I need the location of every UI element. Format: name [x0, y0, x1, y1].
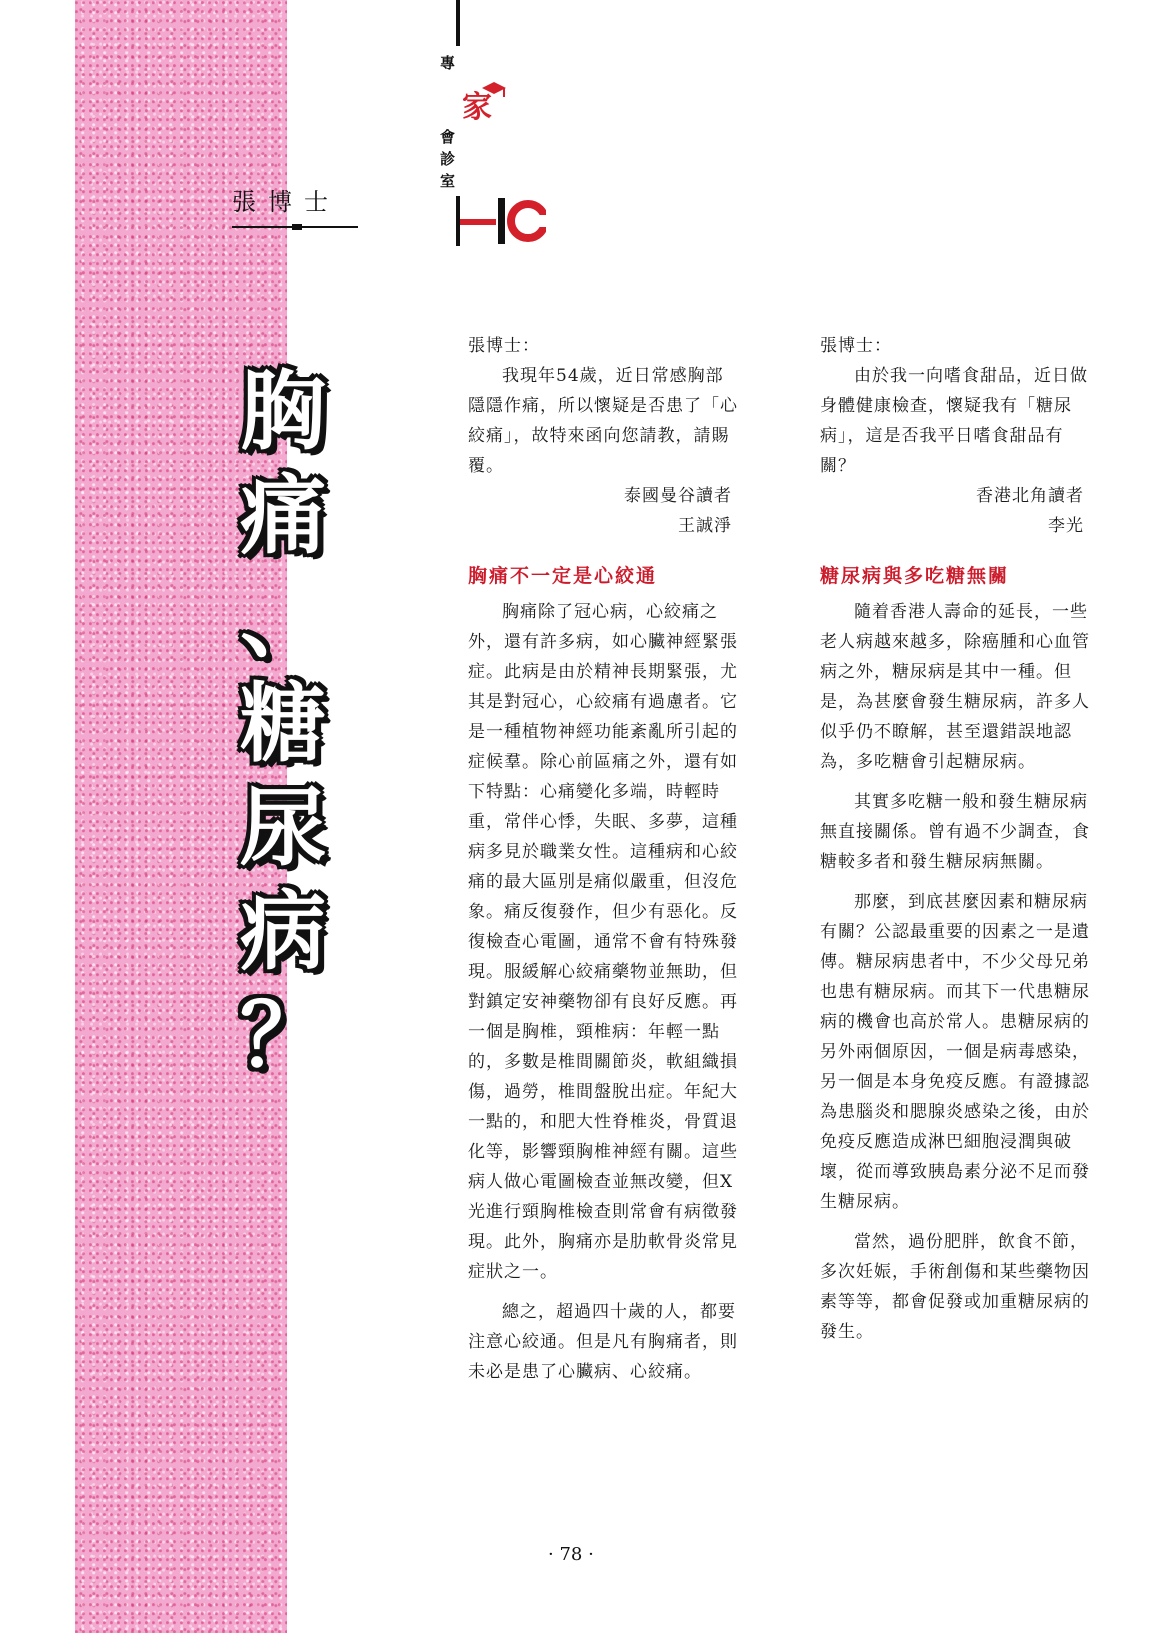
answer-paragraph: 那麼，到底甚麼因素和糖尿病有關？公認最重要的因素之一是遺傳。糖尿病患者中，不少父母兄弟也患有糖尿病。而其下一代患糖尿病的機會也高於常人。患糖尿病的另外兩個原因，一個是病毒感染，另一個是本身免疫反應。有證據認為患腦炎和腮腺炎感染之後，由於免疫反應造成淋巴細胞浸潤與破壞，從而導致胰島素分泌不足而發生糖尿病。	[820, 892, 1090, 1212]
letter-salutation: 張博士：	[468, 336, 540, 356]
letter-sender-place: 泰國曼谷讀者	[624, 486, 732, 506]
page-number: · 78 ·	[548, 1544, 594, 1565]
left-column	[468, 331, 740, 1387]
answer-paragraph: 當然，過份肥胖，飲食不節，多次妊娠，手術創傷和某些藥物因素等等，都會促發或加重糖尿病的發生。	[820, 1232, 1090, 1342]
section-heading: 胸痛不一定是心絞通	[468, 565, 658, 587]
title-char: 、	[240, 570, 326, 670]
logo-char-1: 專	[440, 54, 456, 72]
letter-body: 由於我一向嗜食甜品，近日做身體健康檢查，懷疑我有「糖尿病」，這是否我平日嗜食甜品有關？	[820, 366, 1088, 476]
title-char: 病	[240, 882, 326, 982]
author-rule-mark	[292, 224, 302, 230]
author-name: 張博士	[232, 188, 340, 216]
letter-salutation: 張博士：	[820, 336, 892, 356]
letter-sender-place: 香港北角讀者	[976, 486, 1084, 506]
right-column	[820, 331, 1092, 1347]
logo-char-5: 室	[440, 172, 456, 190]
answer-paragraph: 隨着香港人壽命的延長，一些老人病越來越多，除癌腫和心血管病之外，糖尿病是其中一種。但是，為甚麼會發生糖尿病，許多人似乎仍不瞭解，甚至還錯誤地認為，多吃糖會引起糖尿病。	[820, 602, 1090, 772]
title-char: 糖	[240, 674, 326, 774]
section-heading: 糖尿病與多吃糖無關	[820, 565, 1010, 587]
logo-char-3: 會	[440, 128, 456, 146]
letter-sender-name: 李光	[1048, 516, 1084, 536]
logo-red-bar	[460, 219, 496, 225]
title-char: 尿	[240, 778, 326, 878]
letter-sender-name: 王誠淨	[678, 516, 732, 536]
logo-bar-top	[456, 0, 460, 46]
answer-paragraph: 胸痛除了冠心病，心絞痛之外，還有許多病，如心臟神經緊張症。此病是由於精神長期緊張，尤其是對冠心，心絞痛有過慮者。它是一種植物神經功能紊亂所引起的症候羣。除心前區痛之外，還有如下特點：心痛變化多端，時輕時重，常伴心悸，失眠、多夢，這種病多見於職業女性。這種病和心絞痛的最大區別是痛似嚴重，但沒危象。痛反復發作，但少有惡化。反復檢查心電圖，通常不會有特殊發現。服緩解心絞痛藥物並無助，但對鎮定安神藥物卻有良好反應。再一個是胸椎，頸椎病：年輕一點的，多數是椎間關節炎，軟組織損傷，過勞，椎間盤脫出症。年紀大一點的，和肥大性脊椎炎，骨質退化等，影響頸胸椎神經有關。這些病人做心電圖檢查並無改變，但X光進行頸胸椎檢查則常會有病徵發現。此外，胸痛亦是肋軟骨炎常見症狀之一。	[468, 602, 738, 1282]
logo-char-2: 家	[462, 90, 492, 125]
logo-char-4: 診	[440, 150, 456, 168]
article-title	[228, 360, 338, 1088]
title-char: 胸	[240, 362, 326, 462]
title-char: ？	[240, 986, 326, 1086]
logo-c-mark	[496, 196, 546, 246]
answer-paragraph: 其實多吃糖一般和發生糖尿病無直接關係。曾有過不少調查，食糖較多者和發生糖尿病無關。	[820, 792, 1090, 872]
letter-body: 我現年54歲，近日常感胸部隱隱作痛，所以懷疑是否患了「心絞痛」，故特來函向您請教，請賜覆。	[468, 366, 738, 476]
title-char: 痛	[240, 466, 326, 566]
answer-paragraph: 總之，超過四十歲的人，都要注意心絞通。但是凡有胸痛者，則未必是患了心臟病、心絞痛。	[468, 1302, 738, 1382]
